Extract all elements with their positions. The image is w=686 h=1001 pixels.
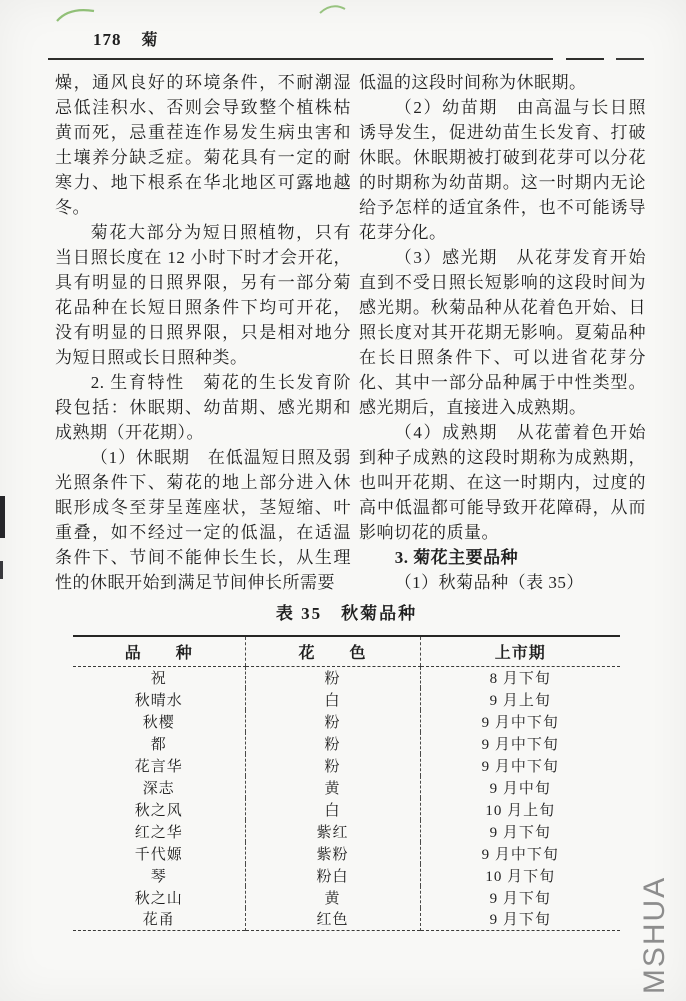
table-cell: 花甬 [142,912,175,929]
table-cell: 9 月下旬 [420,908,620,930]
table-cell: 花言华 [134,758,183,775]
paragraph: （2）幼苗期 由高温与长日照诱导发生，促进幼苗生长发育、打破休眠。休眠期被打破到花芽可以分花的时期称为幼苗期。这一时期内无论给予怎样的适宜条件，也不可能诱导花芽分化。 [359,98,646,242]
table-cell: 粉白 [245,864,420,886]
header-rule [616,58,644,60]
table-cell: 白 [245,798,420,820]
table-cell: 白 [245,688,420,710]
paragraph: 低温的这段时间称为休眠期。 [359,73,587,92]
right-column [359,70,646,602]
table-row [73,754,620,776]
table-header-row [73,636,620,666]
text-columns [55,70,646,602]
table-cell: 秋晴水 [134,692,183,709]
watermark: MSHUA [638,875,671,995]
left-column [55,70,351,602]
table-row [73,688,620,710]
table-cell: 黄 [245,776,420,798]
scan-artifact [0,496,5,538]
paragraph: 2. 生育特性 菊花的生长发育阶段包括：休眠期、幼苗期、感光期和成熟期（开花期）。 [55,373,351,442]
table-cell: 粉 [245,666,420,688]
table-cell: 9 月上旬 [420,688,620,710]
varieties-table [73,635,620,931]
table-cell: 红色 [245,908,420,930]
column-header-market-period: 上市期 [420,636,620,666]
table-row [73,732,620,754]
table-cell: 粉 [245,732,420,754]
table-cell: 9 月下旬 [420,820,620,842]
table-cell: 紫粉 [245,842,420,864]
green-pen-mark [55,4,97,26]
column-header-variety: 品 种 [73,636,245,666]
table-cell: 秋樱 [142,714,175,731]
table-cell: 黄 [245,886,420,908]
table-row [73,886,620,908]
table-cell: 9 月中下旬 [420,710,620,732]
table-row [73,798,620,820]
table-cell: 9 月中下旬 [420,732,620,754]
table-cell: 秋之风 [134,802,183,819]
table-cell: 10 月上旬 [420,798,620,820]
page-number: 178 [93,30,122,49]
table-row [73,776,620,798]
table-cell: 10 月下旬 [420,864,620,886]
table-cell: 粉 [245,710,420,732]
header-rule [48,58,553,60]
running-head [93,27,159,50]
table-35-section [73,599,620,931]
table-cell: 都 [150,736,167,753]
scan-artifact [0,561,3,579]
table-cell: 9 月中旬 [420,776,620,798]
table-cell: 9 月中下旬 [420,842,620,864]
table-cell: 红之华 [134,824,183,841]
table-cell: 9 月下旬 [420,886,620,908]
table-cell: 琴 [150,868,167,885]
paragraph: 燥，通风良好的环境条件，不耐潮湿忌低洼积水、否则会导致整个植株枯黄而死，忌重茬连作易发生病虫害和土壤养分缺乏症。菊花具有一定的耐寒力、地下根系在华北地区可露地越冬。 [55,73,351,217]
table-row [73,908,620,930]
green-pen-mark [318,1,348,17]
table-cell: 粉 [245,754,420,776]
paragraph: 菊花大部分为短日照植物，只有当日照长度在 12 小时下时才会开花，具有明显的日照界限，另有一部分菊花品种在长短日照条件下均可开花，没有明显的日照界限，只是相对地分为短日照或长日照种类。 [55,223,351,367]
table-row [73,820,620,842]
table-cell: 8 月下旬 [420,666,620,688]
header-rule [566,58,604,60]
table-row [73,666,620,688]
table-cell: 9 月中下旬 [420,754,620,776]
paragraph: （3）感光期 从花芽发育开始直到不受日照长短影响的这段时间为感光期。秋菊品种从花着色开始、日照长度对其开花期无影响。夏菊品种在长日照条件下、可以进省花芽分化、其中一部分品种属于中性类型。感光期后，直接进入成熟期。 [359,248,646,417]
book-title: 菊 [141,32,159,49]
table-cell: 秋之山 [134,890,183,907]
table-cell: 千代嫄 [134,846,183,863]
table-row [73,864,620,886]
table-cell: 祝 [150,670,167,687]
column-header-flower-color: 花 色 [245,636,420,666]
section-heading: 3. 菊花主要品种 [394,548,519,567]
table-row [73,710,620,732]
table-cell: 深志 [142,780,175,797]
paragraph: （1）休眠期 在低温短日照及弱光照条件下、菊花的地上部分进入休眠形成冬至芽呈莲座状，茎短缩、叶重叠，如不经过一定的低温，在适温条件下、节间不能伸长生长，从生理性的休眠开始到满足节间伸长所需要 [55,448,351,592]
table-cell: 紫红 [245,820,420,842]
paragraph: （4）成熟期 从花蕾着色开始到种子成熟的这段时期称为成熟期，也叫开花期、在这一时期内，过度的高中低温都可能导致开花障碍，从而影响切花的质量。 [359,423,646,542]
table-title: 表 35 秋菊品种 [275,604,418,623]
table-row [73,842,620,864]
paragraph: （1）秋菊品种（表 35） [394,573,584,592]
